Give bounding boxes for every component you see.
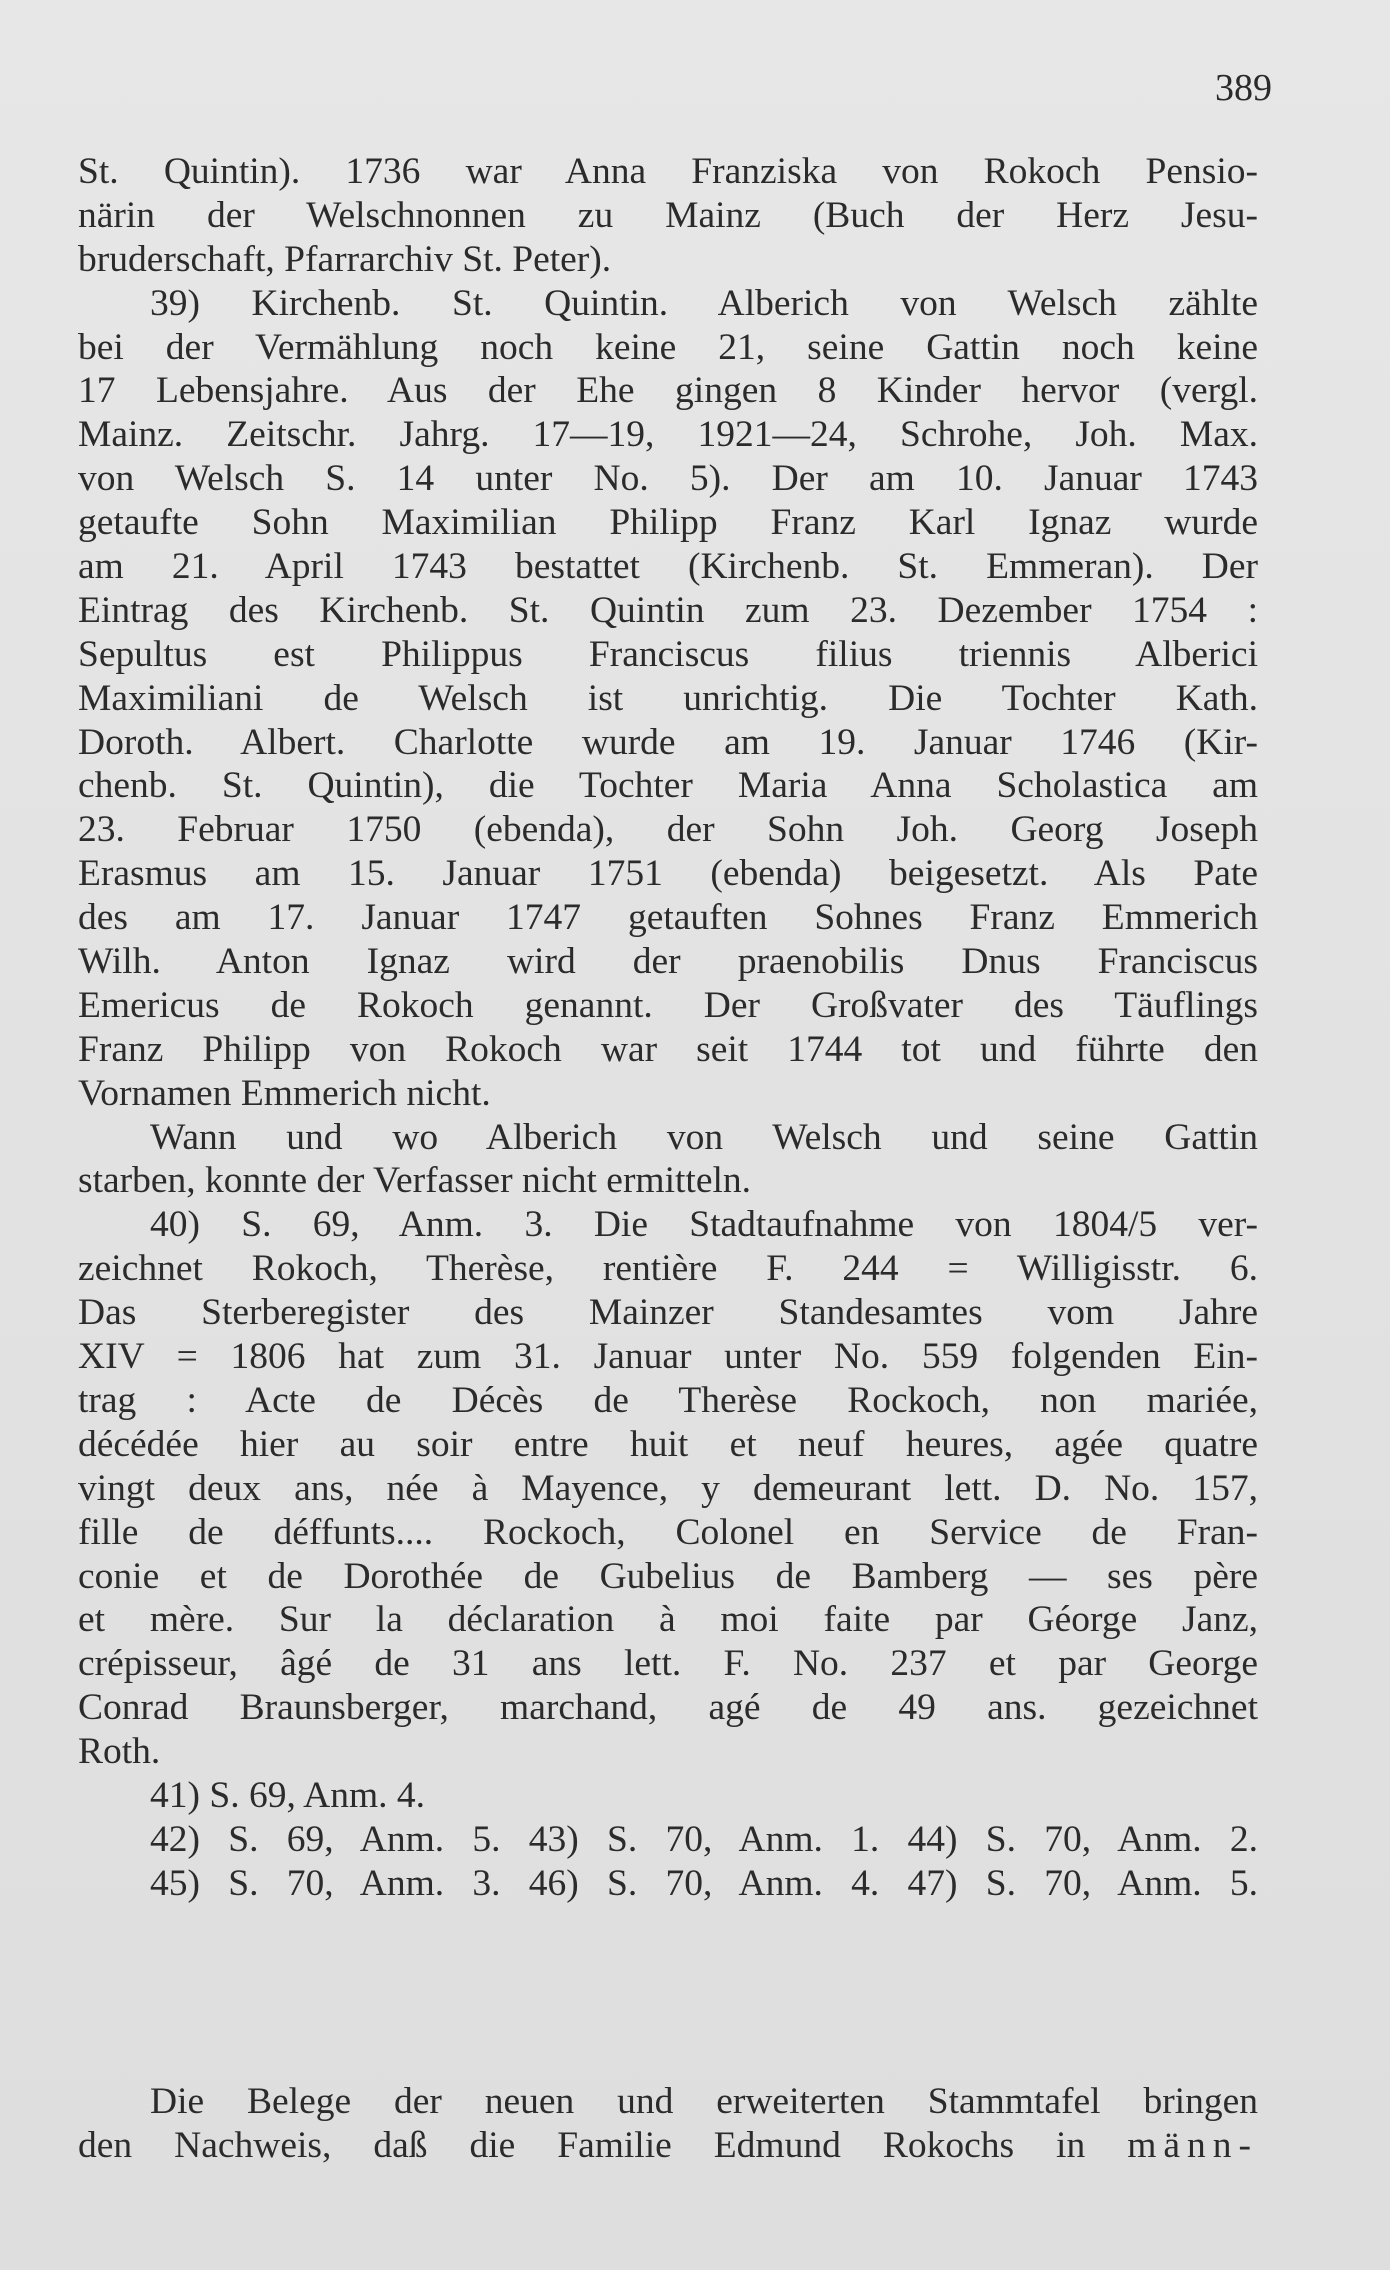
text-line: crépisseur, âgé de 31 ans lett. F. No. 237 et par George xyxy=(78,1643,1258,1685)
text-line: Maximiliani de Welsch ist unrichtig. Die Tochter Kath. xyxy=(78,677,1258,719)
text-line: Doroth. Albert. Charlotte wurde am 19. Januar 1746 (Kir- xyxy=(78,721,1258,763)
text-line: Franz Philipp von Rokoch war seit 1744 tot und führte den xyxy=(78,1028,1258,1070)
text-line: décédée hier au soir entre huit et neuf heures, agée quatre xyxy=(78,1423,1258,1465)
text-line: 41) S. 69, Anm. 4. xyxy=(150,1774,426,1816)
text-line: getaufte Sohn Maximilian Philipp Franz Karl Ignaz wurde xyxy=(78,502,1258,544)
text-line: Roth. xyxy=(78,1731,161,1773)
text-line: am 21. April 1743 bestattet (Kirchenb. St. Emmeran). Der xyxy=(78,546,1258,588)
closing-line-2-prefix: den Nachweis, daß die Familie Edmund Rokochs in xyxy=(78,2124,1128,2166)
text-line: närin der Welschnonnen zu Mainz (Buch der Herz Jesu- xyxy=(78,194,1258,236)
text-line: 40) S. 69, Anm. 3. Die Stadtaufnahme von 1804/5 ver- xyxy=(150,1204,1258,1246)
text-line: XIV = 1806 hat zum 31. Januar unter No. 559 folgenden Ein- xyxy=(78,1336,1258,1378)
text-line: zeichnet Rokoch, Therèse, rentière F. 244 = Willigisstr. 6. xyxy=(78,1248,1258,1290)
text-line: 42) S. 69, Anm. 5. 43) S. 70, Anm. 1. 44) S. 70, Anm. 2. xyxy=(150,1818,1258,1860)
text-line: Conrad Braunsberger, marchand, agé de 49 ans. gezeichnet xyxy=(78,1687,1258,1729)
page-number: 389 xyxy=(1215,67,1272,109)
closing-line-2 xyxy=(78,2124,1258,2168)
text-line: vingt deux ans, née à Mayence, y demeurant lett. D. No. 157, xyxy=(78,1467,1258,1509)
text-line: fille de déffunts.... Rockoch, Colonel en Service de Fran- xyxy=(78,1511,1258,1553)
text-line: 45) S. 70, Anm. 3. 46) S. 70, Anm. 4. 47) S. 70, Anm. 5. xyxy=(150,1862,1258,1904)
text-line: bei der Vermählung noch keine 21, seine Gattin noch keine xyxy=(78,326,1258,368)
text-line: 23. Februar 1750 (ebenda), der Sohn Joh. Georg Joseph xyxy=(78,809,1258,851)
text-line: Eintrag des Kirchenb. St. Quintin zum 23. Dezember 1754 : xyxy=(78,589,1258,631)
text-line: Erasmus am 15. Januar 1751 (ebenda) beigesetzt. Als Pate xyxy=(78,853,1258,895)
footnotes-text-block xyxy=(78,150,1258,1906)
text-line: von Welsch S. 14 unter No. 5). Der am 10. Januar 1743 xyxy=(78,458,1258,500)
text-line: Wann und wo Alberich von Welsch und seine Gattin xyxy=(150,1116,1258,1158)
text-line: conie et de Dorothée de Gubelius de Bamberg — ses père xyxy=(78,1555,1258,1597)
text-line: bruderschaft, Pfarrarchiv St. Peter). xyxy=(78,238,612,280)
closing-line-1: Die Belege der neuen und erweiterten Stammtafel bringen xyxy=(150,2081,1258,2122)
text-line: Vornamen Emmerich nicht. xyxy=(78,1072,491,1114)
text-line: 39) Kirchenb. St. Quintin. Alberich von Welsch zählte xyxy=(150,282,1258,324)
text-line: St. Quintin). 1736 war Anna Franziska von Rokoch Pensio- xyxy=(78,151,1258,192)
text-line: Mainz. Zeitschr. Jahrg. 17—19, 1921—24, Schrohe, Joh. Max. xyxy=(78,414,1258,456)
text-line: Das Sterberegister des Mainzer Standesamtes vom Jahre xyxy=(78,1292,1258,1334)
text-line: et mère. Sur la déclaration à moi faite par Géorge Janz, xyxy=(78,1599,1258,1641)
text-line: chenb. St. Quintin), die Tochter Maria Anna Scholastica am xyxy=(78,765,1258,807)
text-line: trag : Acte de Décès de Therèse Rockoch, non mariée, xyxy=(78,1379,1258,1421)
text-line: Emericus de Rokoch genannt. Der Großvater des Täuflings xyxy=(78,984,1258,1026)
closing-line-2-spaced-word: männ- xyxy=(1127,2124,1258,2166)
text-line: 17 Lebensjahre. Aus der Ehe gingen 8 Kinder hervor (vergl. xyxy=(78,370,1258,412)
text-line: des am 17. Januar 1747 getauften Sohnes Franz Emmerich xyxy=(78,897,1258,939)
closing-paragraph xyxy=(78,2080,1258,2168)
text-line: Sepultus est Philippus Franciscus filius triennis Alberici xyxy=(78,633,1258,675)
text-line: Wilh. Anton Ignaz wird der praenobilis Dnus Franciscus xyxy=(78,941,1258,983)
text-line: starben, konnte der Verfasser nicht ermitteln. xyxy=(78,1160,752,1202)
